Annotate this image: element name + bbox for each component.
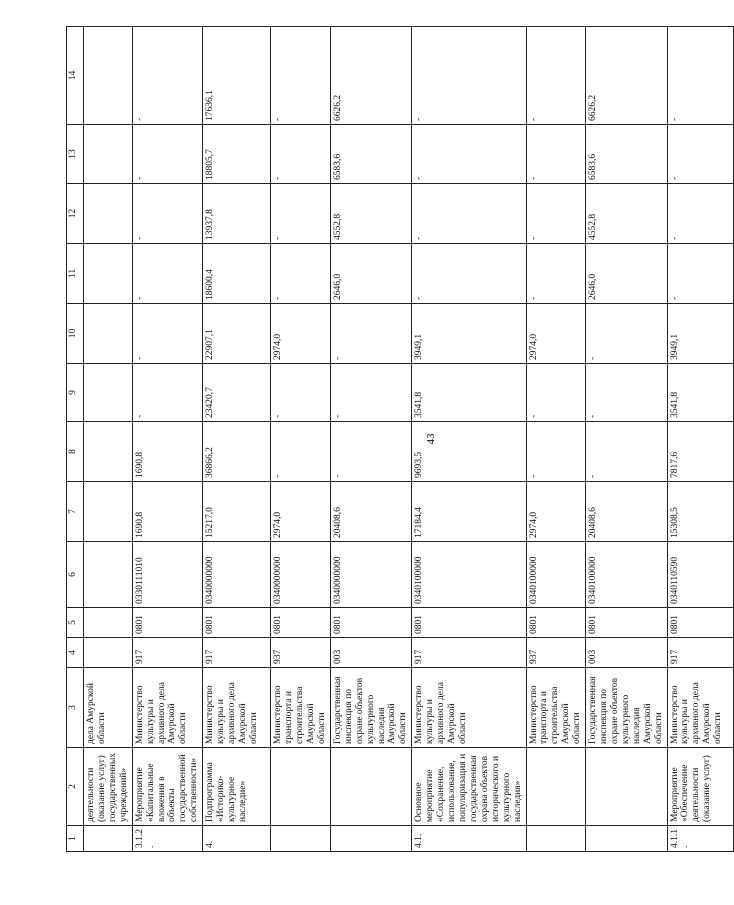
table-cell: 3949,1 <box>667 304 733 364</box>
table-cell: 3.1.2. <box>132 826 203 852</box>
column-header: 9 <box>67 364 84 422</box>
table-cell: 20408,6 <box>330 482 411 542</box>
table-cell: 17636,1 <box>203 27 271 125</box>
table-cell: - <box>412 27 526 125</box>
column-header: 14 <box>67 27 84 125</box>
table-cell: 0340110590 <box>667 542 733 608</box>
table-cell: 36866,2 <box>203 422 271 482</box>
table-cell: 6626,2 <box>330 27 411 125</box>
table-cell: Министерство культуры и архивного дела Амурской области <box>203 668 271 748</box>
table-cell: - <box>271 27 331 125</box>
table-cell: - <box>132 304 203 364</box>
table-cell: - <box>412 244 526 304</box>
budget-table <box>66 26 734 852</box>
table-cell: 2646,0 <box>330 244 411 304</box>
table-cell: 17184,4 <box>412 482 526 542</box>
column-header: 5 <box>67 608 84 638</box>
table-cell: 0340100000 <box>412 542 526 608</box>
table-cell: 4.1. <box>412 826 526 852</box>
table-cell: 0340000000 <box>271 542 331 608</box>
table-cell: 13937,8 <box>203 184 271 244</box>
table-cell <box>84 364 133 422</box>
table-cell <box>84 608 133 638</box>
table-cell: 0801 <box>526 608 586 638</box>
table-cell: 917 <box>203 638 271 668</box>
table-cell: 3541,8 <box>667 364 733 422</box>
table-cell: - <box>330 364 411 422</box>
table-cell: - <box>271 244 331 304</box>
table-cell <box>586 826 667 852</box>
table-cell: 15308,5 <box>667 482 733 542</box>
table-cell: - <box>526 184 586 244</box>
table-cell <box>84 542 133 608</box>
table-row <box>132 27 203 852</box>
table-cell: 0801 <box>203 608 271 638</box>
table-cell: 20408,6 <box>586 482 667 542</box>
table-cell: 18805,7 <box>203 125 271 184</box>
table-cell <box>84 422 133 482</box>
table-cell: - <box>526 244 586 304</box>
table-cell <box>84 125 133 184</box>
table-cell: - <box>271 364 331 422</box>
table-cell: 0801 <box>271 608 331 638</box>
table-cell: 7817,6 <box>667 422 733 482</box>
table-cell <box>84 826 133 852</box>
table-container <box>66 27 724 852</box>
table-cell: 0801 <box>586 608 667 638</box>
table-cell: 1690,8 <box>132 422 203 482</box>
table-cell <box>330 748 411 826</box>
table-cell: 937 <box>271 638 331 668</box>
table-cell: 6583,6 <box>586 125 667 184</box>
table-cell: 0801 <box>330 608 411 638</box>
table-cell: - <box>526 364 586 422</box>
table-cell: Министерство культуры и архивного дела Амурской области <box>667 668 733 748</box>
table-cell: - <box>271 422 331 482</box>
table-cell: 0801 <box>132 608 203 638</box>
table-cell: Мероприятие «Обеспечение деятельности (оказание услуг) <box>667 748 733 826</box>
table-cell: Мероприятие «Капитальные вложения в объекты государственной собственности» <box>132 748 203 826</box>
table-cell: 917 <box>132 638 203 668</box>
table-cell: 1690,8 <box>132 482 203 542</box>
table-cell: 4.1.1. <box>667 826 733 852</box>
table-cell: 0340000000 <box>330 542 411 608</box>
table-cell: 2974,0 <box>271 482 331 542</box>
table-cell: 917 <box>667 638 733 668</box>
table-cell: 2646,0 <box>586 244 667 304</box>
table-cell <box>526 748 586 826</box>
table-cell: деятельности (оказание услуг) государственных учреждений» <box>84 748 133 826</box>
table-cell: 0801 <box>667 608 733 638</box>
table-cell: - <box>271 125 331 184</box>
table-cell: 4552,8 <box>586 184 667 244</box>
table-cell: 6583,6 <box>330 125 411 184</box>
table-cell: 0801 <box>412 608 526 638</box>
table-cell: Министерство культуры и архивного дела Амурской области <box>132 668 203 748</box>
column-header: 3 <box>67 668 84 748</box>
table-cell <box>84 638 133 668</box>
table-row <box>84 27 133 852</box>
table-cell: 003 <box>586 638 667 668</box>
table-cell: Государственная инспекция по охране объектов культурного наследия Амурской области <box>586 668 667 748</box>
table-cell: Министерство культуры и архивного дела Амурской области <box>412 668 526 748</box>
table-cell: - <box>526 422 586 482</box>
table-cell: - <box>132 244 203 304</box>
table-cell: Министерство транспорта и строительства Амурской области <box>271 668 331 748</box>
table-cell: 3541,8 <box>412 364 526 422</box>
table-cell: 2974,0 <box>271 304 331 364</box>
table-cell: - <box>330 422 411 482</box>
column-header: 7 <box>67 482 84 542</box>
table-row <box>667 27 733 852</box>
table-cell: 003 <box>330 638 411 668</box>
table-cell: - <box>132 184 203 244</box>
table-cell: 2974,0 <box>526 482 586 542</box>
table-row <box>203 27 271 852</box>
table-cell <box>84 27 133 125</box>
table-cell: - <box>667 244 733 304</box>
table-cell: 0330111010 <box>132 542 203 608</box>
table-cell: 6626,2 <box>586 27 667 125</box>
table-cell: Государственная инспекция по охране объектов культурного наследия Амурской области <box>330 668 411 748</box>
table-cell: 937 <box>526 638 586 668</box>
table-cell <box>586 748 667 826</box>
table-cell <box>330 826 411 852</box>
table-cell: - <box>132 125 203 184</box>
table-body <box>67 27 734 852</box>
table-cell: - <box>586 422 667 482</box>
table-row <box>330 27 411 852</box>
table-cell <box>271 748 331 826</box>
table-cell: - <box>667 184 733 244</box>
table-row <box>412 27 526 852</box>
header-row <box>67 27 84 852</box>
table-cell: - <box>586 364 667 422</box>
page-number: 43 <box>425 433 437 445</box>
table-cell: дела Амурской области <box>84 668 133 748</box>
table-cell: Подпрограмма «Историко-культурное наследие» <box>203 748 271 826</box>
column-header: 11 <box>67 244 84 304</box>
column-header: 12 <box>67 184 84 244</box>
column-header: 6 <box>67 542 84 608</box>
table-cell: - <box>330 304 411 364</box>
table-cell: 22907,1 <box>203 304 271 364</box>
table-cell: Основное мероприятие «Сохранение, использование, популяризация и государственная охрана объектов исторического и культурного наследия» <box>412 748 526 826</box>
table-cell: - <box>586 304 667 364</box>
column-header: 10 <box>67 304 84 364</box>
table-cell: 15217,0 <box>203 482 271 542</box>
table-row <box>526 27 586 852</box>
table-cell: 0340100000 <box>526 542 586 608</box>
table-cell: 9693,5 <box>412 422 526 482</box>
table-cell: 23420,7 <box>203 364 271 422</box>
table-cell: 0340100000 <box>586 542 667 608</box>
table-cell <box>84 482 133 542</box>
table-row <box>271 27 331 852</box>
table-cell: 0340000000 <box>203 542 271 608</box>
table-cell: - <box>132 27 203 125</box>
table-cell: - <box>526 125 586 184</box>
table-cell: 18600,4 <box>203 244 271 304</box>
table-cell: 3949,1 <box>412 304 526 364</box>
column-header: 2 <box>67 748 84 826</box>
table-cell <box>84 244 133 304</box>
table-cell <box>84 184 133 244</box>
table-cell <box>84 304 133 364</box>
table-cell: 2974,0 <box>526 304 586 364</box>
table-cell: Министерство транспорта и строительства Амурской области <box>526 668 586 748</box>
column-header: 13 <box>67 125 84 184</box>
table-cell: - <box>667 27 733 125</box>
table-cell: - <box>526 27 586 125</box>
table-cell: - <box>412 125 526 184</box>
table-row <box>586 27 667 852</box>
table-cell <box>271 826 331 852</box>
table-cell: - <box>132 364 203 422</box>
table-cell: - <box>412 184 526 244</box>
column-header: 8 <box>67 422 84 482</box>
table-cell: - <box>667 125 733 184</box>
column-header: 4 <box>67 638 84 668</box>
table-cell: 917 <box>412 638 526 668</box>
table-cell: - <box>271 184 331 244</box>
table-cell: 4552,8 <box>330 184 411 244</box>
table-cell <box>526 826 586 852</box>
table-cell: 4. <box>203 826 271 852</box>
column-header: 1 <box>67 826 84 852</box>
